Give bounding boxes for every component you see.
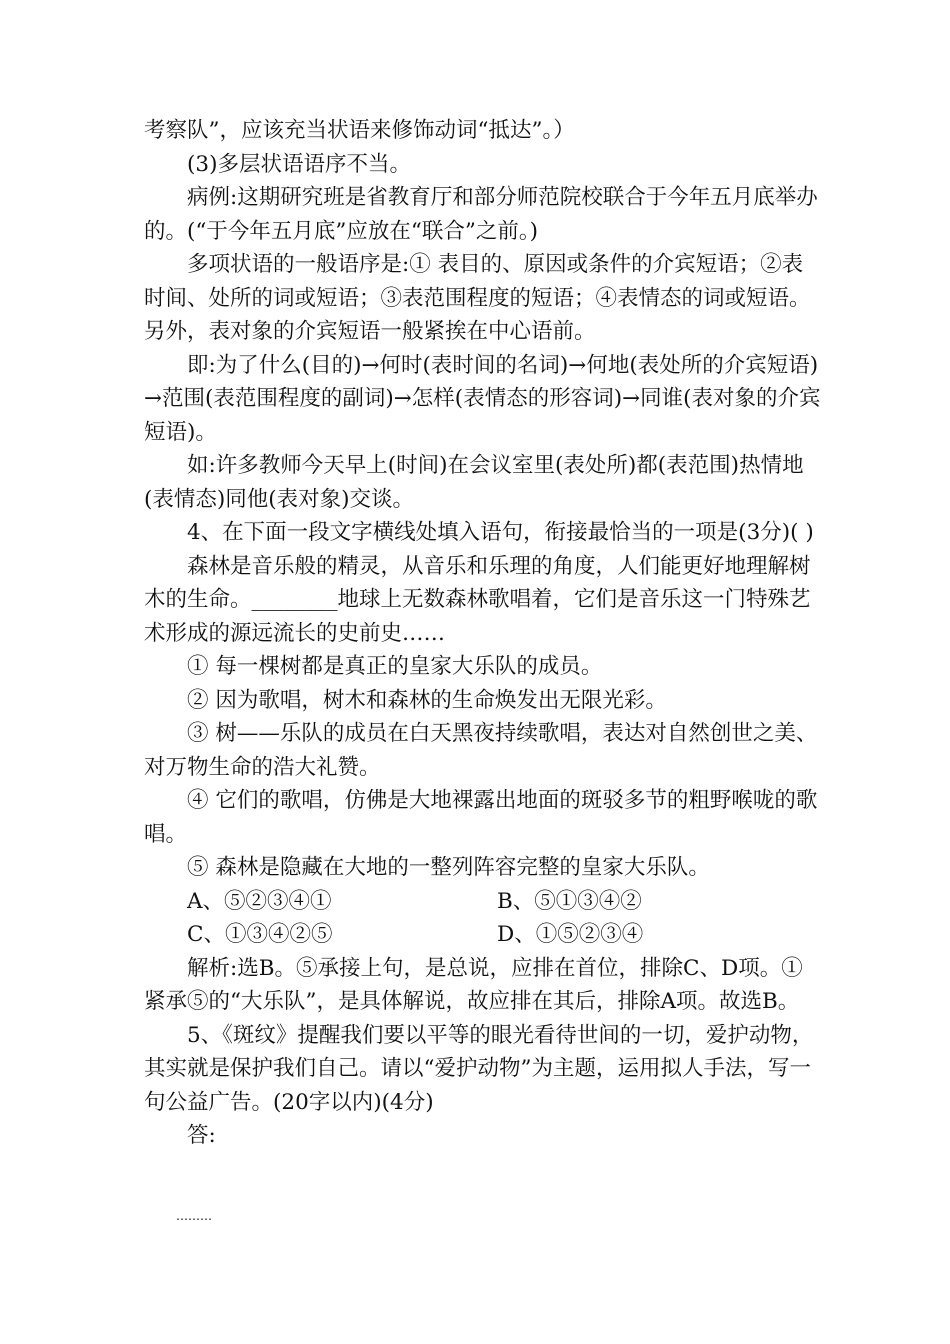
option-a: A、⑤②③④① <box>187 888 332 914</box>
options-row-2 <box>144 918 824 952</box>
paragraph-1: 考察队”，应该充当状语来修饰动词“抵达”。） <box>144 118 575 143</box>
option-d: D、①⑤②③④ <box>497 922 644 947</box>
analysis-paragraph: 解析:选B。⑤承接上句，是总说，应排在首位，排除C、D项。①紧承⑤的“大乐队”，是具体解说，故应排在其后，排除A项。故选B。 <box>144 955 803 1014</box>
sentence-2: ② 因为歌唱，树木和森林的生命焕发出无限光彩。 <box>187 687 667 713</box>
sentence-5: ⑤ 森林是隐藏在大地的一整列阵容完整的皇家大乐队。 <box>187 855 710 880</box>
paragraph-6: 如:许多教师今天早上(时间)在会议室里(表处所)都(表范围)热情地(表情态)同他(表对象)交谈。 <box>144 453 804 512</box>
sentence-4: ④ 它们的歌唱，仿佛是大地裸露出地面的斑驳多节的粗野喉咙的歌唱。 <box>144 788 818 847</box>
paragraph-4: 多项状语的一般语序是:① 表目的、原因或条件的介宾短语；②表时间、处所的词或短语；③表范围程度的短语；④表情态的词或短语。另外，表对象的介宾短语一般紧挨在中心语前。 <box>144 252 811 344</box>
options-row-1 <box>144 885 824 919</box>
paragraph-5: 即:为了什么(目的)→何时(表时间的名词)→何地(表处所的介宾短语)→范围(表范围程度的副词)→怎样(表情态的形容词)→同谁(表对象的介宾短语)。 <box>144 352 821 445</box>
paragraph-2: (3)多层状语语序不当。 <box>187 151 411 177</box>
footer-dots: ……… <box>176 1209 212 1223</box>
document-body <box>144 114 824 1153</box>
question-4-passage: 森林是音乐般的精灵，从音乐和乐理的角度，人们能更好地理解树木的生命。________地球上无数森林歌唱着，它们是音乐这一门特殊艺术形成的源远流长的史前史…… <box>144 553 811 646</box>
question-4-stem: 4、在下面一段文字横线处填入语句，衔接最恰当的一项是(3分)( ) <box>187 520 814 545</box>
answer-label: 答: <box>187 1123 216 1148</box>
paragraph-3: 病例:这期研究班是省教育厅和部分师范院校联合于今年五月底举办的。(“于今年五月底”应放在“联合”之前。) <box>144 185 818 244</box>
sentence-3: ③ 树——乐队的成员在白天黑夜持续歌唱，表达对自然创世之美、对万物生命的浩大礼赞。 <box>144 721 818 780</box>
option-b: B、⑤①③④② <box>497 888 642 914</box>
question-5-stem: 5、《斑纹》提醒我们要以平等的眼光看待世间的一切，爱护动物，其实就是保护我们自己。请以“爱护动物”为主题，运用拟人手法，写一句公益广告。(20字以内)(4分) <box>144 1022 814 1115</box>
sentence-1: ① 每一棵树都是真正的皇家大乐队的成员。 <box>187 654 603 679</box>
option-c: C、①③④②⑤ <box>187 922 333 947</box>
